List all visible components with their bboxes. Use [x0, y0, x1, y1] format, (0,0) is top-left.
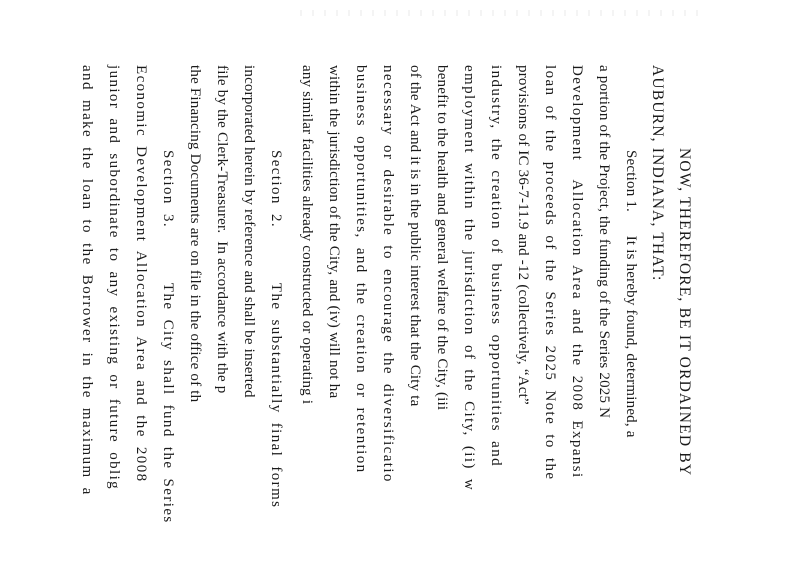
- text-line: AUBURN, INDIANA, THAT:: [649, 65, 666, 282]
- text-line: provisions of IC 36-7-11.9 and -12 (collectively, “Act”: [515, 65, 531, 405]
- text-line: loan of the proceeds of the Series 2025 Note to the: [542, 65, 558, 481]
- text-line: employment within the jurisdiction of the City, (ii) w: [461, 65, 477, 492]
- text-line: the Financing Documents are on file in the office of th: [187, 65, 203, 403]
- text-line: file by the Clerk-Treasurer. In accordance with the p: [214, 65, 230, 394]
- text-line: junior and subordinate to any existing or future oblig: [106, 65, 122, 491]
- text-line: Development Allocation Area and the 2008 Expansi: [569, 65, 585, 479]
- text-line: within the jurisdiction of the City, and (iv) will not ha: [326, 65, 342, 399]
- text-line: and make the loan to the Borrower in the maximum a: [79, 65, 95, 496]
- scan-artifact: [300, 10, 700, 16]
- text-line: of the Act and it is in the public interest that the City ta: [407, 65, 423, 407]
- section-1-heading: Section 1. It is hereby found, determined, a: [623, 150, 639, 438]
- text-line: business opportunities, and the creation or retention: [353, 65, 369, 474]
- text-line: a portion of the Project, the funding of the Series 2025 N: [596, 65, 612, 419]
- section-2-heading: Section 2. The substantially final forms: [268, 150, 284, 509]
- text-line: any similar facilities already constructed or operating i: [299, 65, 315, 405]
- section-3-heading: Section 3. The City shall fund the Series: [160, 150, 176, 524]
- text-line: Economic Development Allocation Area and the 2008: [133, 65, 149, 483]
- text-line: industry, the creation of business opportunities and: [488, 65, 504, 468]
- text-line: benefit to the health and general welfare of the City, (iii: [434, 65, 450, 411]
- text-line: necessary or desirable to encourage the diversificatio: [380, 65, 396, 483]
- text-line: incorporated herein by reference and shall be inserted: [241, 65, 257, 398]
- ordinance-heading: NOW, THEREFORE, BE IT ORDAINED BY: [676, 148, 693, 477]
